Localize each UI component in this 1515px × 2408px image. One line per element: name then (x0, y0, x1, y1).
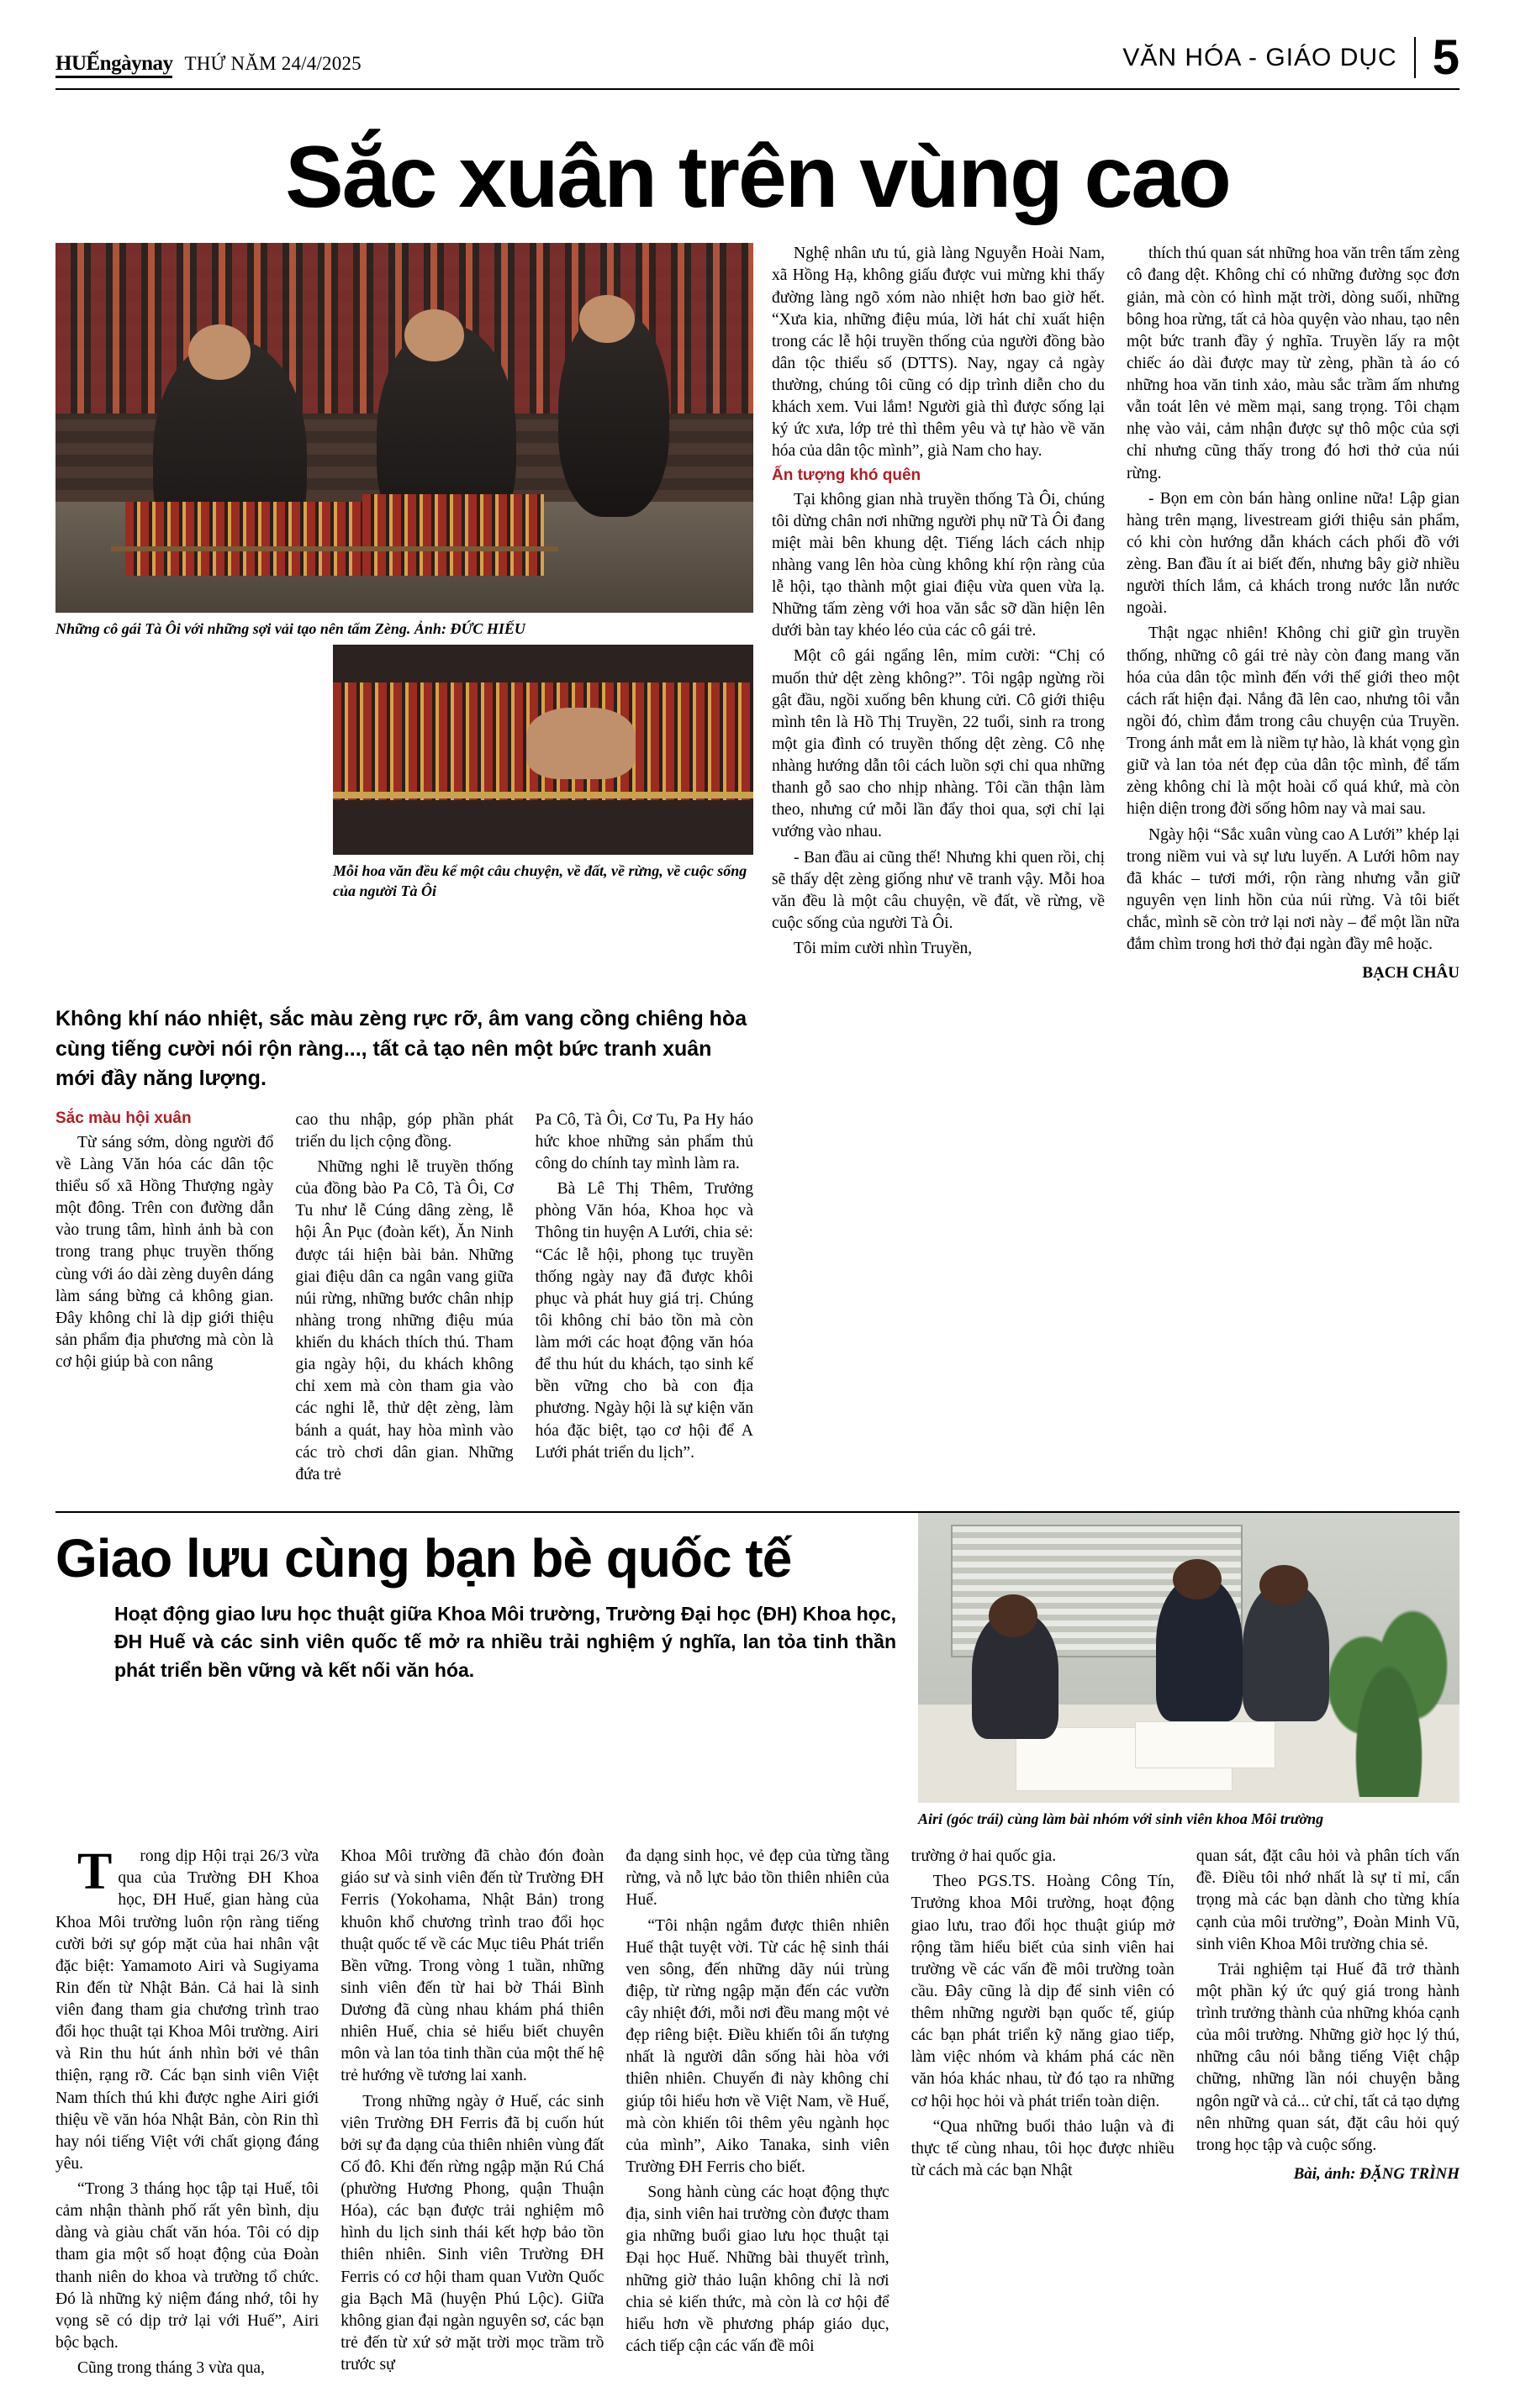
article2-columns (55, 1843, 1460, 2383)
publication-logo: HUẾngàynay (55, 53, 172, 78)
article1-headline: Sắc xuân trên vùng cao (285, 129, 1230, 227)
article1-sub-photo-caption: Mỗi hoa văn đều kể một câu chuyện, về đất, về rừng, về cuộc sống của người Tà Ôi (333, 862, 747, 899)
masthead-left (55, 53, 362, 78)
paragraph: quan sát, đặt câu hỏi và phân tích vấn đề. Điều tôi nhớ nhất là sự tỉ mỉ, cẩn trọng mà các bạn dành cho từng khía cạnh của môi trường”, Đoàn Minh Vũ, sinh viên Khoa Môi trường chia sẻ. (1196, 1847, 1460, 1953)
article1-lede: Không khí náo nhiệt, sắc màu zèng rực rỡ, âm vang cồng chiêng hòa cùng tiếng cười nói rộn ràng..., tất cả tạo nên một bức tranh xuân mới đầy năng lượng. (55, 1007, 747, 1091)
article1-col2 (295, 1109, 513, 1489)
article1-col1 (55, 1109, 273, 1489)
paragraph: “Trong 3 tháng học tập tại Huế, tôi cảm nhận thành phố rất yên bình, dịu dàng và giàu chất văn hóa. Tôi có dịp tham gia một số hoạt động của Đoàn thanh niên do khoa và trường tổ chức. Đó là những kỷ niệm đáng nhớ, tôi hy vọng sẽ có dịp trở lại với Huế”, Airi bộc bạch. (55, 2180, 319, 2352)
paragraph: Bà Lê Thị Thêm, Trưởng phòng Văn hóa, Khoa học và Thông tin huyện A Lưới, chia sẻ: “Các lễ hội, phong tục truyền thống ngày nay đã được khôi phục và phát huy giá trị. Chúng tôi không chỉ bảo tồn mà còn làm mới các hoạt động văn hóa để thu hút du khách, tạo sinh kế bền vững cho bà con địa phương. Ngày hội là sự kiện văn hóa đặc biệt, tạo cơ hội để A Lưới phát triển du lịch”. (535, 1180, 753, 1462)
paragraph: Tôi mỉm cười nhìn Truyền, (794, 940, 973, 958)
article2-top (55, 1513, 1460, 1829)
paragraph: Những nghi lễ truyền thống của đồng bào Pa Cô, Tà Ôi, Cơ Tu như lễ Cúng dâng zèng, lễ hội Ân Pục (đoàn kết), Ăn Ninh được tái hiện bài bản. Những giai điệu dân ca ngân vang giữa núi rừng, những bước chân nhịp nhàng trong những điệu múa khiến du khách thích thú. Tham gia ngày hội, du khách không chỉ xem mà còn tham gia vào các nghi lễ, thử dệt zèng, làm bánh a quát, hay hòa mình vào các trò chơi dân gian. Những đứa trẻ (295, 1158, 514, 1483)
issue-date: THỨ NĂM 24/4/2025 (184, 53, 362, 75)
masthead (55, 30, 1460, 90)
article1-subhead-2: Ấn tượng khó quên (772, 466, 921, 484)
paragraph: Khoa Môi trường đã chào đón đoàn giáo sư và sinh viên đến từ Trường ĐH Ferris (Yokohama, Nhật Bản) trong khuôn khổ chương trình trao đổi học thuật quốc tế về các Mục tiêu Phát triển Bền vững. Trong vòng 1 tuần, những sinh viên đến từ hai bờ Thái Bình Dương đã cùng nhau khám phá thiên nhiên Huế, chia sẻ hiểu biết chuyên môn và lan tỏa tinh thần của một thế hệ trẻ hướng về tương lai xanh. (340, 1847, 604, 2085)
article1-col3 (536, 1109, 753, 1489)
paragraph: Thật ngạc nhiên! Không chỉ giữ gìn truyền thống, những cô gái trẻ này còn đang mang văn hóa của dân tộc mình đến với thế giới theo một cách rất hiện đại. Nắng đã lên cao, nhưng tôi vẫn ngồi đó, chìm đắm trong câu chuyện của Truyền. Trong ánh mắt em là niềm tự hào, là khát vọng gìn giữ và lan tỏa nét đẹp của dân tộc mình, để tấm zèng không chỉ là một hoài cổ quá khứ, mà còn hiện diện trong đời sống hôm nay và mai sau. (1127, 624, 1460, 819)
paragraph: Tại không gian nhà truyền thống Tà Ôi, chúng tôi dừng chân nơi những người phụ nữ Tà Ôi đang miệt mài bên khung dệt. Tiếng lách cách nhịp nhàng vang lên hòa cùng không khí rộn ràng của lễ hội, tạo thành một giai điệu vừa quen vừa lạ. Những tấm zèng với hoa văn sắc sỡ dần hiện lên dưới bàn tay khéo léo của các cô gái trẻ. (772, 490, 1105, 640)
article2-headline: Giao lưu cùng bạn bè quốc tế (55, 1527, 792, 1589)
article1-top-text (772, 243, 1460, 983)
paragraph: trường ở hai quốc gia. (911, 1847, 1057, 1866)
article2-col4 (911, 1846, 1175, 2383)
paragraph: Một cô gái ngẩng lên, mỉm cười: “Chị có muốn thử dệt zèng không?”. Tôi ngập ngừng rồi gật đầu, ngồi xuống bên khung cửi. Cô giới thiệu mình tên là Hồ Thị Truyền, 22 tuổi, sinh ra trong một gia đình có truyền thống dệt zèng. Cô nhẹ nhàng hướng dẫn tôi cách luồn sợi chỉ qua những thanh gỗ sao cho nhịp nhàng. Tôi cần thận làm theo, nhưng cứ mỗi lần đẩy thoi qua, sợi chỉ lại vướng vào nhau. (772, 647, 1105, 841)
paragraph: thích thú quan sát những hoa văn trên tấm zèng cô đang dệt. Không chỉ có những đường sọc đơn giản, mà còn có hình mặt trời, dòng suối, những bông hoa rừng, tất cả hòa quyện vào nhau, tạo nên một bức tranh đầy ý nghĩa. Truyền lấy ra một chiếc áo dài được may từ zèng, phần tà áo có những hoa văn tinh xảo, màu sắc trầm ấm nhưng vẫn toát lên vẻ mềm mại, sang trọng. Tôi chạm nhẹ vào vải, cảm nhận được sự thô mộc của sợi chỉ nhưng cũng thấy trong đó hơi thở của núi rừng. (1127, 245, 1460, 482)
article1-byline: BẠCH CHÂU (1362, 964, 1460, 983)
article2-col5 (1196, 1846, 1460, 2383)
paragraph: - Ban đầu ai cũng thế! Nhưng khi quen rồi, chị sẽ thấy dệt zèng giống như vẽ tranh vậy. Mỗi hoa văn đều là một câu chuyện, về đất, về rừng, về cuộc sống của người Tà Ôi. (772, 848, 1105, 932)
paragraph: Ngày hội “Sắc xuân vùng cao A Lưới” khép lại trong niềm vui và sự lưu luyến. A Lưới hôm nay đã khác – tươi mới, rộn ràng nhưng vẫn giữ nguyên vẹn linh hồn của núi rừng. Và tôi biết chắc, mình sẽ còn trở lại nơi này – để một lần nữa đắm chìm trong hơi thở đại ngàn đầy mê hoặc. (1127, 825, 1460, 954)
article1-top-block (55, 243, 1460, 983)
article2-col3 (626, 1846, 889, 2383)
paragraph: Pa Cô, Tà Ôi, Cơ Tu, Pa Hy háo hức khoe những sản phẩm thủ công do chính tay mình làm ra. (535, 1110, 753, 1173)
article1-lower-columns (55, 1109, 753, 1489)
article1-subhead-1: Sắc màu hội xuân (55, 1109, 192, 1127)
section-title: VĂN HÓA - GIÁO DỤC (1122, 43, 1397, 71)
paragraph: Song hành cùng các hoạt động thực địa, sinh viên hai trường còn được tham gia những buổi giao lưu học thuật tại Đại học Huế. Những bài thuyết trình, những giờ thảo luận không chỉ là nơi chia sẻ kiến thức, mà còn là cơ hội để hiểu hơn về phương pháp giáo dục, cách tiếp cận các vấn đề môi (626, 2184, 889, 2355)
paragraph: “Tôi nhận ngắm được thiên nhiên Huế thật tuyệt vời. Từ các hệ sinh thái ven sông, đến những dãy núi trùng điệp, từ rừng ngập mặn đến các vườn cây nhiệt đới, mỗi nơi đều mang một vẻ đẹp riêng biệt. Điều khiến tôi ấn tượng nhất là người dân sống hài hòa với thiên nhiên. Chuyến đi này không chỉ giúp tôi hiểu hơn về Việt Nam, về Huế, mà còn khiến tôi thêm yêu ngành học của mình”, Aiko Tanaka, sinh viên Trường ĐH Ferris cho biết. (626, 1916, 889, 2176)
article2-photo-column (918, 1513, 1460, 1829)
paragraph: đa dạng sinh học, vẻ đẹp của từng tầng rừng, và nỗ lực bảo tồn thiên nhiên của Huế. (626, 1847, 889, 1910)
article2-standfirst: Hoạt động giao lưu học thuật giữa Khoa Môi trường, Trường Đại học (ĐH) Khoa học, ĐH Huế và các sinh viên quốc tế mở ra nhiều trải nghiệm ý nghĩa, lan tỏa tinh thần phát triển bền vững và kết nối văn hóa. (114, 1602, 896, 1681)
paragraph: Trong dịp Hội trại 26/3 vừa qua của Trường ĐH Khoa học, ĐH Huế, gian hàng của Khoa Môi trường luôn rộn ràng tiếng cười bởi sự góp mặt của hai nhân vật đặc biệt: Yamamoto Airi và Sugiyama Rin đến từ Nhật Bản. Cả hai là sinh viên đang tham gia chương trình trao đổi học thuật tại Khoa Môi trường. Airi và Rin thu hút ánh nhìn bởi vẻ thân thiện, rạng rỡ. Các bạn sinh viên Việt Nam thích thú khi được nghe Airi giới thiệu về văn hóa Nhật Bản, còn Rin thì hay nói tiếng Việt với chất giọng đáng yêu. (55, 1843, 319, 2173)
article1-col4-top (772, 243, 1105, 983)
paragraph: - Bọn em còn bán hàng online nữa! Lập gian hàng trên mạng, livestream giới thiệu sản phẩm, có khi còn hướng dẫn khách cách phối đồ với zèng. Ban đầu ít ai biết đến, nhưng bây giờ nhiều người thích lắm, cả khách trong nước lẫn nước ngoài. (1127, 489, 1460, 618)
article1-photo-column (55, 243, 753, 983)
paragraph: Cũng trong tháng 3 vừa qua, (77, 2359, 265, 2378)
paragraph: Trong những ngày ở Huế, các sinh viên Trường ĐH Ferris đã bị cuốn hút bởi sự đa dạng của thiên nhiên vùng đất Cố đô. Khi đến rừng ngập mặn Rú Chá (phường Hương Phong, quận Thuận Hóa), các bạn được trải nghiệm mô hình du lịch sinh thái kết hợp bảo tồn thiên nhiên. Sinh viên Trường ĐH Ferris có cơ hội tham quan Vườn Quốc gia Bạch Mã (huyện Phú Lộc). Giữa không gian đại ngàn nguyên sơ, các bạn trẻ đến từ xứ sở mặt trời mọc trầm trồ trước sự (340, 2092, 604, 2374)
paragraph: Trải nghiệm tại Huế đã trở thành một phần ký ức quý giá trong hành trình trưởng thành của những khóa cạnh của môi trường. Những giờ học lý thú, những câu nói bằng tiếng Việt chập chững, những lần nói chuyện bằng ngôn ngữ và cả... cử chỉ, tất cả tạo dựng nên những quan sát, đặt câu hỏi quý trong học tập và cuộc sống. (1196, 1960, 1460, 2154)
paragraph: cao thu nhập, góp phần phát triển du lịch cộng đồng. (295, 1110, 514, 1151)
paragraph: Nghệ nhân ưu tú, già làng Nguyễn Hoài Nam, xã Hồng Hạ, không giấu được vui mừng khi thấy đường làng ngõ xóm nào nhiệt hơn bao giờ hết. “Xưa kia, những điệu múa, lời hát chỉ xuất hiện trong các lễ hội truyền thống của người đồng bào dân tộc thiểu số (DTTS). Nay, ngay cả ngày thường, chúng tôi cũng có dịp trình diễn cho du khách xem. Vui lắm! Người già thì được sống lại ký ức xưa, lớp trẻ thì thêm yêu và tự hào về văn hóa của dân tộc mình”, già Nam cho hay. (772, 245, 1105, 461)
page-number: 5 (1414, 37, 1460, 78)
article1-main-photo (55, 243, 753, 613)
article1-sub-photo (333, 645, 753, 855)
article2-byline: Bài, ảnh: ĐẶNG TRÌNH (1293, 2164, 1460, 2183)
masthead-right (1122, 30, 1460, 85)
article1-main-photo-caption: Những cô gái Tà Ôi với những sợi vải tạo nên tấm Zèng. Ảnh: ĐỨC HIẾU (55, 620, 525, 638)
article2-photo-caption: Airi (góc trái) cùng làm bài nhóm với sinh viên khoa Môi trường (918, 1810, 1324, 1827)
article2-col1 (55, 1843, 319, 2383)
paragraph: Từ sáng sớm, dòng người đổ về Làng Văn hóa các dân tộc thiểu số xã Hồng Thượng ngày một đông. Trên con đường dẫn vào trung tâm, hình ảnh bà con trong trang phục truyền thống cùng với áo dài zèng duyên dáng làm sáng bừng cả không gian. Đây không chỉ là dịp giới thiệu sản phẩm địa phương mà còn là cơ hội giúp bà con nâng (55, 1133, 274, 1372)
paragraph: “Qua những buổi thảo luận và đi thực tế cùng nhau, tôi học được nhiều từ cách mà các bạn Nhật (911, 2117, 1175, 2179)
article2-head-column (55, 1513, 896, 1829)
article1-col5-top (1127, 243, 1460, 983)
article2-col2 (340, 1846, 604, 2383)
paragraph: Theo PGS.TS. Hoàng Công Tín, Trưởng khoa Môi trường, hoạt động giao lưu, trao đổi học thuật giúp mở rộng tầm hiểu biết của sinh viên hai trường về các vấn đề môi trường toàn cầu. Đây cũng là dịp để sinh viên có thêm những người bạn quốc tế, giúp các bạn phát triển kỹ năng giao tiếp, làm việc nhóm và khám phá các nền văn hóa khác nhau, từ đó tạo ra những cơ hội học hỏi và phát triển toàn diện. (911, 1873, 1175, 2110)
article2-photo (918, 1513, 1460, 1803)
